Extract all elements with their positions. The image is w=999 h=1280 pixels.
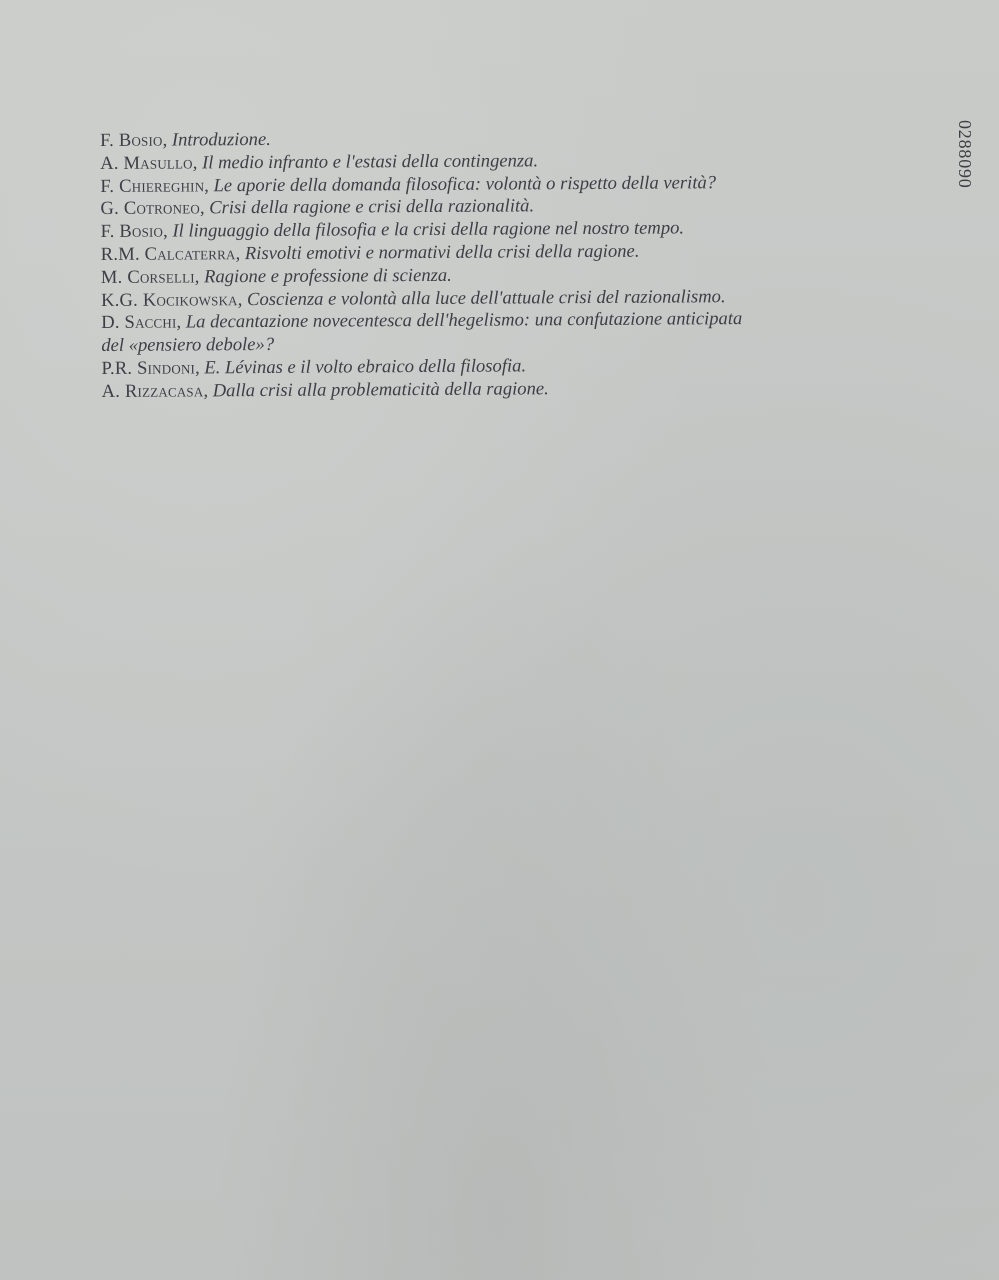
entry-author: G. Cotroneo [100, 197, 200, 220]
entry-author: F. Bosio [100, 129, 163, 151]
serial-number: 0288090 [955, 120, 975, 189]
entry-author: A. Masullo [100, 152, 193, 174]
entry-title: Il linguaggio della filosofia e la crisi della ragione nel nostro tempo. [172, 217, 685, 242]
entry-author: K.G. Kocikowska [100, 288, 238, 311]
entry-author: R.M. Calcaterra [100, 243, 236, 265]
contents-entry: F. Bosio, Introduzione. [100, 128, 271, 151]
entry-title: E. Lévinas e il volto ebraico della filosofia. [204, 355, 527, 379]
entry-title: La decantazione novecentesca dell'hegelismo: una confutazione anticipata del «pensiero debole»? [101, 308, 743, 357]
contents-list [100, 126, 762, 404]
entry-author: P.R. Sindoni [101, 357, 196, 379]
entry-author: F. Chiereghin [100, 174, 205, 197]
contents-entry: M. Corselli, Ragione e professione di scienza. [100, 264, 452, 288]
contents-entry: F. Chiereghin, Le aporie della domanda filosofica: volontà o rispetto della verità? [100, 171, 717, 197]
entry-author: F. Bosio [100, 220, 164, 243]
entry-title: Risvolti emotivi e normativi della crisi della ragione. [244, 240, 640, 265]
entry-author: D. Sacchi [101, 311, 177, 334]
contents-entry: A. Masullo, Il medio infranto e l'estasi della contingenza. [100, 150, 539, 174]
contents-entry: P.R. Sindoni, E. Lévinas e il volto ebraico della filosofia. [101, 355, 527, 379]
entry-author: M. Corselli [100, 266, 195, 288]
contents-entry: K.G. Kocikowska, Coscienza e volontà alla luce dell'attuale crisi del razionalismo. [100, 285, 726, 311]
entry-title: Il medio infranto e l'estasi della contingenza. [201, 150, 539, 174]
contents-entry: D. Sacchi, La decantazione novecentesca dell'hegelismo: una confutazione anticipata del «pensiero debole»? [101, 308, 743, 357]
entry-title: Coscienza e volontà alla luce dell'attuale crisi del razionalismo. [246, 285, 726, 310]
entry-title: Crisi della ragione e crisi della razionalità. [209, 195, 535, 219]
entry-title: Dalla crisi alla problematicità della ragione. [212, 378, 549, 402]
entry-title: Ragione e professione di scienza. [204, 264, 452, 288]
entry-author: A. Rizzacasa [101, 380, 204, 402]
contents-entry: R.M. Calcaterra, Risvolti emotivi e normativi della crisi della ragione. [100, 240, 640, 265]
entry-title: Le aporie della domanda filosofica: volontà o rispetto della verità? [213, 171, 717, 196]
contents-entry: A. Rizzacasa, Dalla crisi alla problematicità della ragione. [101, 378, 549, 402]
contents-entry: G. Cotroneo, Crisi della ragione e crisi della razionalità. [100, 195, 535, 220]
contents-entry: F. Bosio, Il linguaggio della filosofia e la crisi della ragione nel nostro tempo. [100, 217, 685, 243]
entry-title: Introduzione. [171, 128, 271, 151]
